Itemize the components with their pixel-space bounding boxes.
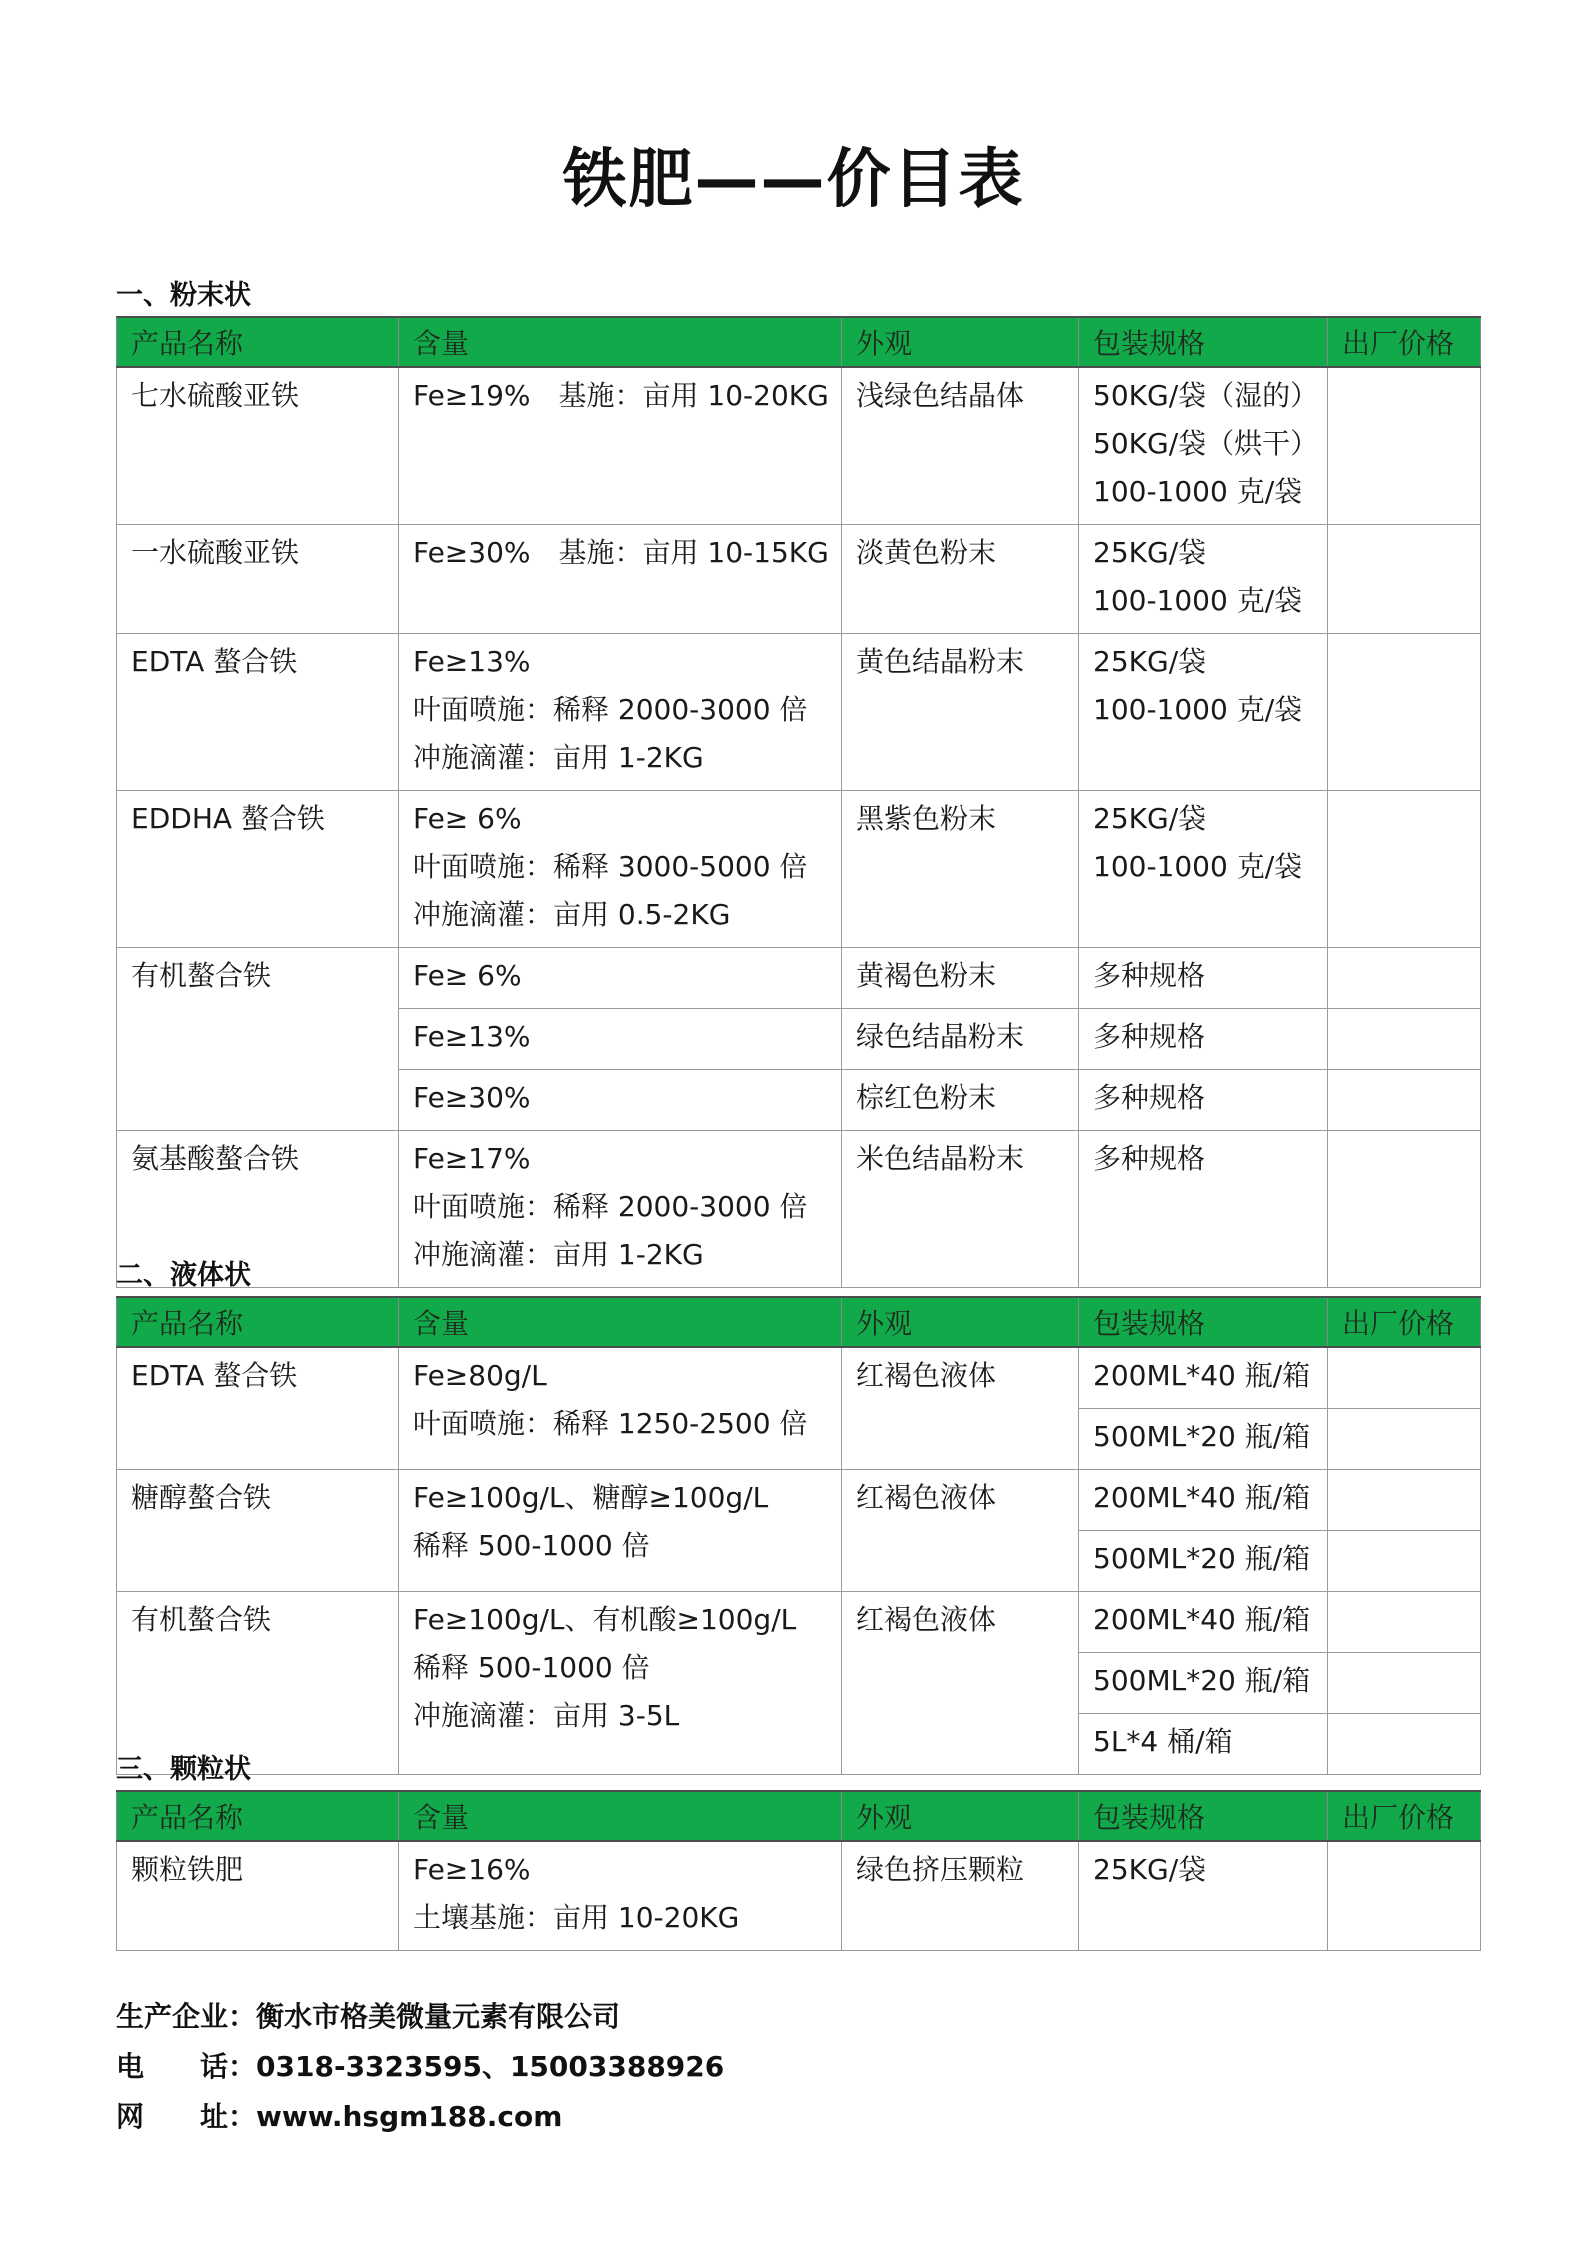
cell-price bbox=[1328, 1009, 1481, 1070]
company-name: 衡水市格美微量元素有限公司 bbox=[256, 2000, 621, 2033]
content-line: 土壤基施：亩用 10-20KG bbox=[413, 1901, 740, 1934]
content-line: 稀释 500-1000 倍 bbox=[413, 1529, 650, 1562]
cell-packaging: 多种规格 bbox=[1079, 1009, 1328, 1070]
cell-content: Fe≥30% bbox=[399, 1070, 842, 1131]
content-line: 冲施滴灌：亩用 1-2KG bbox=[413, 1238, 704, 1271]
cell-price bbox=[1328, 1070, 1481, 1131]
cell-appearance: 绿色挤压颗粒 bbox=[842, 1841, 1079, 1951]
cell-appearance: 红褐色液体 bbox=[842, 1470, 1079, 1592]
content-line: Fe≥ 6% bbox=[413, 802, 522, 835]
packaging-line: 100-1000 克/袋 bbox=[1093, 475, 1303, 508]
cell-content: Fe≥13% bbox=[399, 1009, 842, 1070]
website-row bbox=[116, 2092, 724, 2142]
header-content: 含量 bbox=[399, 317, 842, 367]
cell-packaging: 多种规格 bbox=[1079, 948, 1328, 1009]
cell-appearance: 绿色结晶粉末 bbox=[842, 1009, 1079, 1070]
website-label: 网 址： bbox=[116, 2100, 257, 2133]
cell-content bbox=[399, 634, 842, 791]
table-header-row bbox=[117, 317, 1481, 367]
cell-product-name: EDDHA 螯合铁 bbox=[117, 791, 399, 948]
cell-content bbox=[399, 367, 842, 525]
website-url[interactable]: www.hsgm188.com bbox=[256, 2100, 563, 2133]
content-line: Fe≥13% bbox=[413, 645, 531, 678]
cell-product-name: EDTA 螯合铁 bbox=[117, 634, 399, 791]
header-content: 含量 bbox=[399, 1791, 842, 1841]
price-table-powder bbox=[116, 316, 1481, 1288]
header-product-name: 产品名称 bbox=[117, 317, 399, 367]
content-line: Fe≥100g/L、有机酸≥100g/L bbox=[413, 1603, 797, 1636]
cell-packaging: 200ML*40 瓶/箱 bbox=[1079, 1592, 1328, 1653]
content-line: 叶面喷施：稀释 3000-5000 倍 bbox=[413, 850, 808, 883]
cell-appearance: 浅绿色结晶体 bbox=[842, 367, 1079, 525]
cell-packaging: 200ML*40 瓶/箱 bbox=[1079, 1470, 1328, 1531]
cell-price bbox=[1328, 1841, 1481, 1951]
cell-packaging bbox=[1079, 367, 1328, 525]
cell-packaging bbox=[1079, 791, 1328, 948]
table-row bbox=[117, 1470, 1481, 1531]
cell-packaging bbox=[1079, 634, 1328, 791]
cell-price bbox=[1328, 1592, 1481, 1653]
cell-appearance: 黄色结晶粉末 bbox=[842, 634, 1079, 791]
content-line: Fe≥19% 基施：亩用 10-20KG bbox=[413, 379, 829, 412]
cell-product-name: 有机螯合铁 bbox=[117, 948, 399, 1131]
company-label: 生产企业： bbox=[116, 2000, 257, 2033]
cell-packaging bbox=[1079, 525, 1328, 634]
content-line: Fe≥100g/L、糖醇≥100g/L bbox=[413, 1481, 769, 1514]
packaging-line: 100-1000 克/袋 bbox=[1093, 584, 1303, 617]
cell-price bbox=[1328, 634, 1481, 791]
cell-packaging: 多种规格 bbox=[1079, 1070, 1328, 1131]
cell-product-name: 氨基酸螯合铁 bbox=[117, 1131, 399, 1288]
cell-appearance: 黑紫色粉末 bbox=[842, 791, 1079, 948]
price-table-liquid bbox=[116, 1296, 1481, 1775]
header-price: 出厂价格 bbox=[1328, 1297, 1481, 1347]
cell-content bbox=[399, 1592, 842, 1775]
cell-appearance: 米色结晶粉末 bbox=[842, 1131, 1079, 1288]
table-row bbox=[117, 948, 1481, 1009]
cell-price bbox=[1328, 1347, 1481, 1409]
cell-product-name: 糖醇螯合铁 bbox=[117, 1470, 399, 1592]
contact-info bbox=[116, 1992, 724, 2142]
cell-price bbox=[1328, 1409, 1481, 1470]
cell-product-name: EDTA 螯合铁 bbox=[117, 1347, 399, 1470]
phone-label: 电 话： bbox=[116, 2050, 257, 2083]
section-powder bbox=[116, 276, 1480, 1288]
cell-packaging: 200ML*40 瓶/箱 bbox=[1079, 1347, 1328, 1409]
phone-number: 0318-3323595、15003388926 bbox=[256, 2050, 725, 2083]
company-row bbox=[116, 1992, 724, 2042]
cell-content bbox=[399, 1347, 842, 1470]
cell-packaging: 500ML*20 瓶/箱 bbox=[1079, 1653, 1328, 1714]
cell-content bbox=[399, 1841, 842, 1951]
section-title: 一、粉末状 bbox=[116, 280, 251, 311]
cell-content bbox=[399, 1470, 842, 1592]
cell-packaging: 500ML*20 瓶/箱 bbox=[1079, 1531, 1328, 1592]
table-row bbox=[117, 367, 1481, 525]
packaging-line: 25KG/袋 bbox=[1093, 645, 1207, 678]
content-line: 稀释 500-1000 倍 bbox=[413, 1651, 650, 1684]
section-granular bbox=[116, 1750, 1480, 1951]
packaging-line: 100-1000 克/袋 bbox=[1093, 850, 1303, 883]
header-appearance: 外观 bbox=[842, 1791, 1079, 1841]
content-line: 冲施滴灌：亩用 3-5L bbox=[413, 1699, 680, 1732]
packaging-line: 50KG/袋（湿的） bbox=[1093, 379, 1319, 412]
cell-appearance: 棕红色粉末 bbox=[842, 1070, 1079, 1131]
price-table-granular bbox=[116, 1790, 1481, 1951]
content-line: 冲施滴灌：亩用 1-2KG bbox=[413, 741, 704, 774]
cell-price bbox=[1328, 1531, 1481, 1592]
header-packaging: 包装规格 bbox=[1079, 1297, 1328, 1347]
cell-product-name: 颗粒铁肥 bbox=[117, 1841, 399, 1951]
cell-price bbox=[1328, 1653, 1481, 1714]
content-line: Fe≥30% 基施：亩用 10-15KG bbox=[413, 536, 829, 569]
cell-appearance: 黄褐色粉末 bbox=[842, 948, 1079, 1009]
cell-packaging bbox=[1079, 1841, 1328, 1951]
cell-price bbox=[1328, 525, 1481, 634]
packaging-line: 25KG/袋 bbox=[1093, 536, 1207, 569]
cell-appearance: 淡黄色粉末 bbox=[842, 525, 1079, 634]
content-line: Fe≥17% bbox=[413, 1142, 531, 1175]
cell-appearance: 红褐色液体 bbox=[842, 1592, 1079, 1775]
section-title: 二、液体状 bbox=[116, 1260, 251, 1291]
cell-product-name: 一水硫酸亚铁 bbox=[117, 525, 399, 634]
section-liquid bbox=[116, 1256, 1480, 1775]
section-title: 三、颗粒状 bbox=[116, 1754, 251, 1785]
cell-content bbox=[399, 525, 842, 634]
packaging-line: 100-1000 克/袋 bbox=[1093, 693, 1303, 726]
packaging-line: 25KG/袋 bbox=[1093, 1853, 1207, 1886]
content-line: 叶面喷施：稀释 1250-2500 倍 bbox=[413, 1407, 808, 1440]
table-row bbox=[117, 634, 1481, 791]
table-row bbox=[117, 1347, 1481, 1409]
table-row bbox=[117, 1592, 1481, 1653]
cell-packaging: 5L*4 桶/箱 bbox=[1079, 1714, 1328, 1775]
header-packaging: 包装规格 bbox=[1079, 1791, 1328, 1841]
table-header-row bbox=[117, 1297, 1481, 1347]
packaging-line: 多种规格 bbox=[1093, 1142, 1206, 1175]
packaging-line: 25KG/袋 bbox=[1093, 802, 1207, 835]
header-appearance: 外观 bbox=[842, 1297, 1079, 1347]
content-line: Fe≥80g/L bbox=[413, 1359, 547, 1392]
content-line: 叶面喷施：稀释 2000-3000 倍 bbox=[413, 693, 808, 726]
cell-price bbox=[1328, 948, 1481, 1009]
table-row bbox=[117, 1841, 1481, 1951]
header-product-name: 产品名称 bbox=[117, 1791, 399, 1841]
cell-content: Fe≥ 6% bbox=[399, 948, 842, 1009]
table-row bbox=[117, 791, 1481, 948]
cell-product-name: 有机螯合铁 bbox=[117, 1592, 399, 1775]
cell-price bbox=[1328, 1470, 1481, 1531]
page-title: 铁肥——价目表 bbox=[562, 143, 1025, 217]
cell-price bbox=[1328, 367, 1481, 525]
cell-packaging: 500ML*20 瓶/箱 bbox=[1079, 1409, 1328, 1470]
content-line: Fe≥16% bbox=[413, 1853, 531, 1886]
header-price: 出厂价格 bbox=[1328, 317, 1481, 367]
table-header-row bbox=[117, 1791, 1481, 1841]
packaging-line: 50KG/袋（烘干） bbox=[1093, 427, 1319, 460]
cell-content bbox=[399, 791, 842, 948]
header-content: 含量 bbox=[399, 1297, 842, 1347]
cell-price bbox=[1328, 791, 1481, 948]
content-line: 冲施滴灌：亩用 0.5-2KG bbox=[413, 898, 731, 931]
table-row bbox=[117, 525, 1481, 634]
cell-appearance: 红褐色液体 bbox=[842, 1347, 1079, 1470]
phone-row bbox=[116, 2042, 724, 2092]
header-packaging: 包装规格 bbox=[1079, 317, 1328, 367]
content-line: 叶面喷施：稀释 2000-3000 倍 bbox=[413, 1190, 808, 1223]
cell-product-name: 七水硫酸亚铁 bbox=[117, 367, 399, 525]
header-appearance: 外观 bbox=[842, 317, 1079, 367]
header-product-name: 产品名称 bbox=[117, 1297, 399, 1347]
header-price: 出厂价格 bbox=[1328, 1791, 1481, 1841]
